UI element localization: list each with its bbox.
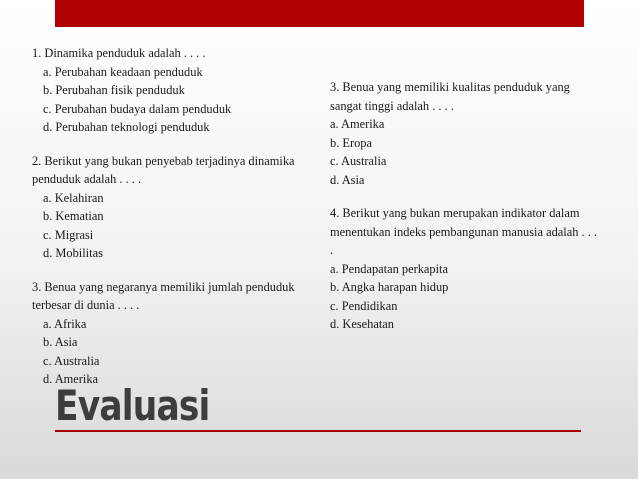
- question-1-options: [32, 63, 302, 137]
- option-1b: b. Perubahan fisik penduduk: [43, 83, 185, 97]
- question-1-text: 1. Dinamika penduduk adalah . . . .: [32, 46, 206, 60]
- questions-right-column: [330, 78, 600, 334]
- title-underline: [55, 430, 581, 432]
- question-4: [330, 204, 600, 334]
- question-1: [32, 44, 302, 137]
- option-2c: c. Migrasi: [43, 227, 94, 242]
- question-3-options: [32, 315, 302, 389]
- option-4a: a. Pendapatan perkapita: [330, 261, 449, 276]
- question-3-right: [330, 78, 600, 189]
- question-2: [32, 152, 302, 263]
- option-3r-a: a. Amerika: [330, 117, 385, 131]
- question-3: [32, 278, 302, 389]
- option-1c: c. Perubahan budaya dalam penduduk: [43, 101, 232, 116]
- question-2-text: 2. Berikut yang bukan penyebab terjadinya dinamika penduduk adalah . . . .: [32, 153, 295, 186]
- question-3-right-options: [330, 115, 600, 189]
- option-2d: d. Mobilitas: [43, 246, 103, 260]
- question-4-options: [330, 260, 600, 334]
- question-3-text: 3. Benua yang negaranya memiliki jumlah penduduk terbesar di dunia . . . .: [32, 279, 295, 312]
- option-4b: b. Angka harapan hidup: [330, 280, 449, 294]
- top-accent-bar: [55, 0, 584, 27]
- option-4c: c. Pendidikan: [330, 298, 398, 313]
- option-4d: d. Kesehatan: [330, 317, 394, 331]
- option-2a: a. Kelahiran: [43, 190, 104, 205]
- option-3a: a. Afrika: [43, 316, 87, 331]
- question-3-right-text: 3. Benua yang memiliki kualitas penduduk yang sangat tinggi adalah . . . .: [330, 80, 570, 113]
- option-3r-b: b. Eropa: [330, 135, 372, 150]
- option-3c: c. Australia: [43, 353, 100, 368]
- option-1d: d. Perubahan teknologi penduduk: [43, 120, 210, 134]
- option-3r-d: d. Asia: [330, 172, 365, 187]
- option-3b: b. Asia: [43, 335, 78, 349]
- option-3d: d. Amerika: [43, 372, 99, 386]
- questions-left-column: [32, 44, 302, 389]
- slide-title: Evaluasi: [55, 381, 210, 430]
- option-3r-c: c. Australia: [330, 154, 387, 168]
- option-2b: b. Kematian: [43, 209, 104, 223]
- question-4-text: 4. Berikut yang bukan merupakan indikator dalam menentukan indeks pembangunan manusia adalah . . . .: [330, 206, 598, 257]
- question-2-options: [32, 189, 302, 263]
- option-1a: a. Perubahan keadaan penduduk: [43, 64, 203, 79]
